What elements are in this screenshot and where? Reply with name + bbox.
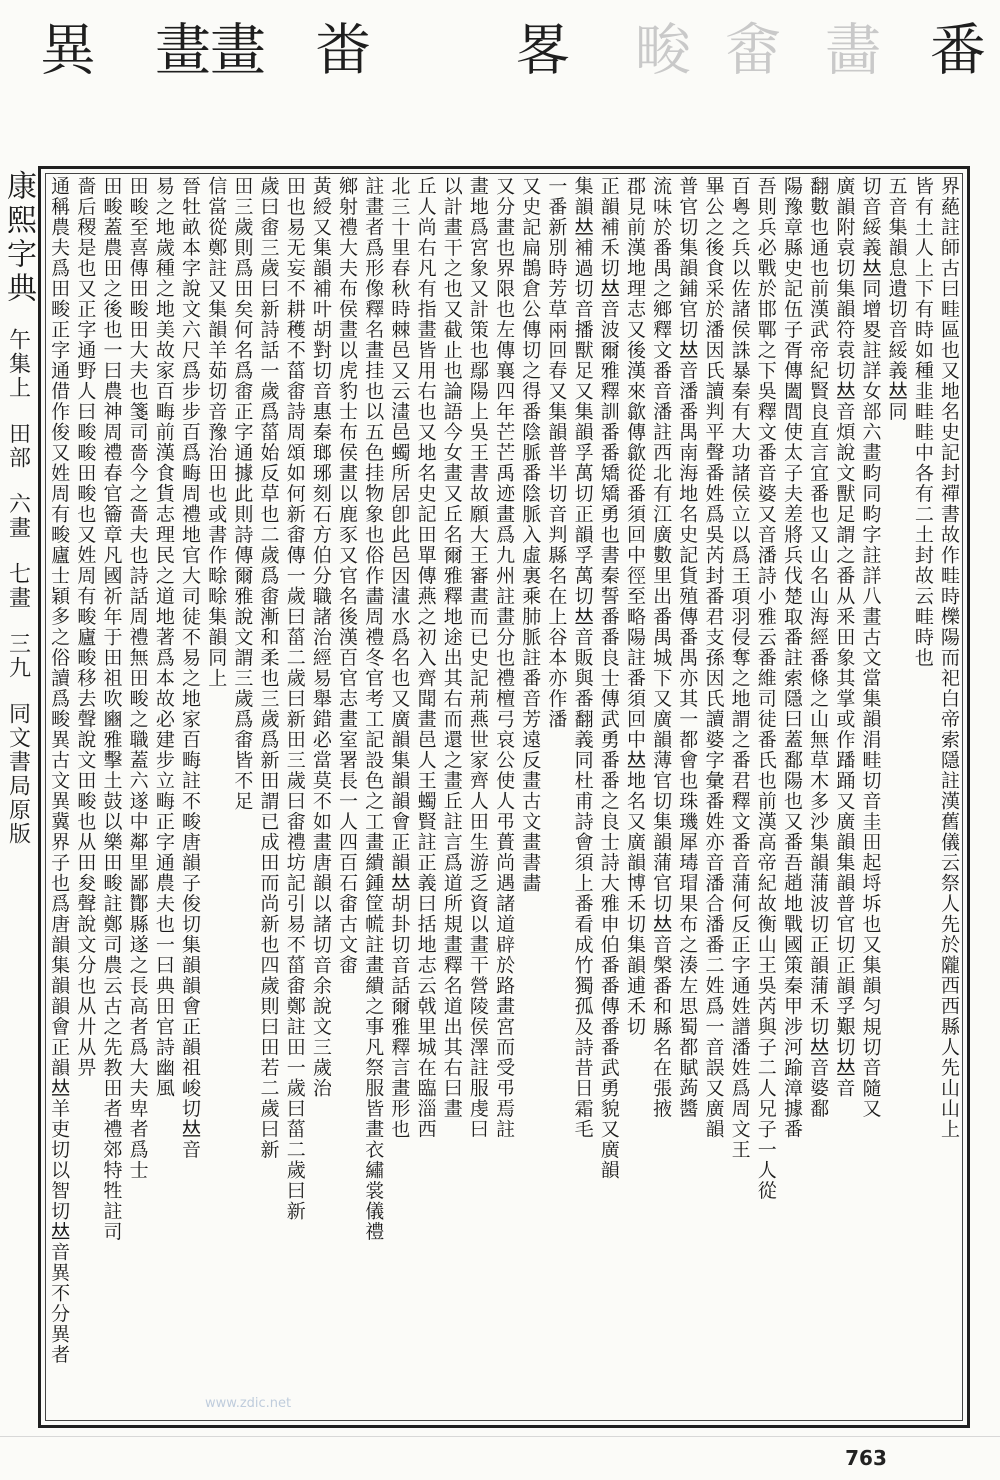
watermark-text: www.zdic.net <box>205 1396 292 1411</box>
text-column: 田三歲則爲田矣何名爲畬正字通據此則詩傳爾雅說文謂三歲爲畬皆不足 <box>231 176 254 812</box>
text-column: 田也易无妄不耕穫不菑畬詩周頌如何新畬傳一歲曰菑二歲曰新田三歲曰畬禮坊記引易不菑畬鄭註田一歲曰菑二歲曰新 <box>283 176 306 1222</box>
stroke-label: 六畫 <box>5 492 31 540</box>
text-column: 丘人尚右凡有指畫皆用右也又地名史記田單傳燕之初入齊聞畫邑人王蠋賢註正義曰括地志云戟里城在臨淄西 <box>414 176 437 1140</box>
text-column: 又分畫也界限也左傳襄四年芒芒禹迹畫爲九州註畫分也禮檀弓哀公使人弔蕢尚遇諸道辟於路畫宮而受弔焉註 <box>493 176 516 1140</box>
text-column: 嗇后稷是也又正字通野人曰畯畯田畯也又姓周有畯廬畯移去聲說文田畯也从田夋聲說文分也从廾从畀 <box>74 176 97 1078</box>
text-column: 註畫者爲形像釋名畫挂也以五色挂物象也俗作畵周禮冬官考工記設色之工畫繢鍾筐㡛註畫繢之事凡祭服皆畫衣繡裳儀禮 <box>362 176 385 1242</box>
page-number: 763 <box>845 1446 887 1470</box>
text-column: 皆有土人上下有時如種韭畦畦中各有二土封故云畦時也 <box>911 176 934 668</box>
text-column: 五音集韻息遺切音綏義𠀤同 <box>885 176 908 422</box>
text-column: 吾則兵必戰於邯鄲之下吳釋文番音婆又音潘詩小雅云番維司徒番氏也前漢高帝紀故衡山王吳芮與子二人兄子一人從 <box>754 176 777 1201</box>
text-column: 黃綬又集韻補叶胡對切音惠秦瑯琊刻石方伯分職諸治經易舉錯必當莫不如畫唐韻以諸切音余說文三歲治 <box>309 176 332 1099</box>
page-divider <box>0 1436 1000 1437</box>
text-column: 田畯蓋農田之後也一曰農神周禮春官籥章凡國祈年于田祖吹豳雅擊土鼓以樂田畯註鄭司農云古之先教田者禮郊特牲註司 <box>100 176 123 1242</box>
text-column: 歲曰畬三歲曰新詩話一歲爲菑始反草也二歲爲畬漸和柔也三歲爲新田謂已成田而尚新也四歲則曰田若二歲曰新 <box>257 176 280 1160</box>
book-title: 康熙字典 <box>1 170 36 306</box>
text-column: 易之地歲種之地美故家百畮前漢食貨志理民之道地著爲本故必建步立畮正字通農夫也一曰典田官詩幽風 <box>152 176 175 1099</box>
text-column: 鄉射禮大夫布侯畫以虎豹士布侯畫以鹿豕又官名後漢百官志畫室署長一人四百石畬古文畬 <box>336 176 359 976</box>
section-label: 午集上 <box>5 328 31 400</box>
seal-glyph: 畨 <box>306 20 371 76</box>
text-column: 晉牡畝本字說文六尺爲步步百爲畮周禮地官大司徒不易之地家百畮註不畯唐韻子俊切集韻韻會正韻祖峻切𠀤音 <box>179 176 202 1160</box>
text-column: 信當從鄭註又集韻羊茹切音豫治田也或書作畭畭集韻同上 <box>205 176 228 689</box>
text-column: 又史記扁鵲倉公傳切之得番陰脈番陰脈入虛裏乘肺脈註番音芳遠反畫古文畫書畵 <box>519 176 542 894</box>
publisher-label: 同文書局原版 <box>5 702 31 846</box>
seal-glyph: 畯 <box>626 20 691 76</box>
text-column: 正韻補禾切𠀤音波爾雅釋訓番番矯矯勇也書秦誓番番良士傳武勇番番之良士詩大雅申伯番番傳番番武勇貌又廣韻 <box>597 176 620 1181</box>
seal-glyph: 畧 <box>506 20 571 76</box>
text-column: 田畯至喜傳田畯田大夫也箋司嗇今之嗇夫也詩話周禮無田畯之職蓋六遂中鄰里鄙酇縣遂之長高者爲大夫卑者爲士 <box>126 176 149 1181</box>
text-column: 北三十里春秋時棘邑又云澅邑蠋所居卽此邑因澅水爲名也又廣韻集韻韻會正韻𠀤胡卦切音話爾雅釋言畫形也 <box>388 176 411 1140</box>
text-column: 流味於番禺之鄉釋文番音潘註西北有江廣數里出番禺城下又廣韻薄官切集韻蒲官切𠀤音槃番和縣名在張掖 <box>650 176 673 1119</box>
text-column: 翻數也通也前漢武帝紀賢良直言宜番也又山名山海經番條之山無草木多沙集韻蒲波切正韻蒲禾切𠀤音婆鄱 <box>807 176 830 1119</box>
text-column: 百粵之兵以佐諸侯誅暴秦有大功諸侯立以爲王項羽侵奪之地謂之番君釋文番音蒲何反正字通姓譜潘姓爲周文王 <box>728 176 751 1160</box>
text-column: 廣韻附袁切集韻符袁切𠀤音煩說文獸足謂之番从釆田象其掌或作蹯踊又廣韻集韻普官切正韻孚艱切𠀤音 <box>833 176 856 1099</box>
seal-script-header <box>20 20 986 160</box>
seal-glyph: 畵 <box>816 20 881 76</box>
text-column: 郡見前漢地理志又後漢來歙傳歙從番須回中徑至略陽註番須回中𠀤地名又廣韻博禾切集韻逋禾切 <box>623 176 646 1037</box>
text-column: 一番新別時芳草兩回春又集韻普半切音判縣名在上谷本亦作潘 <box>545 176 568 730</box>
seal-glyph: 異 <box>31 20 96 76</box>
text-column: 畫地爲宮象又計策也鄢陽上吳王書故願大王審畫而已史記荊燕世家齊人田生游乏資以畫干營陵侯澤註服虔曰 <box>466 176 489 1140</box>
text-column: 通稱農夫爲田畯正字通借作俊又姓周有畯廬士穎多之俗讀爲畯異古文異冀界子也爲唐韻集韻韻會正韻𠀤羊吏切以智切𠀤音異不分異者 <box>48 176 71 1365</box>
text-column: 普官切集韻鋪官切𠀤音潘番禺南海地名史記貨殖傳番禺亦其一都會也珠璣犀瑇瑁果布之湊左思蜀都賦蒟醬 <box>676 176 699 1119</box>
text-column: 界蕝註師古曰畦區也又地名史記封禪書故作畦時櫟陽而祀白帝索隱註漢舊儀云祭人先於隴西西縣人先山山上 <box>938 176 960 1140</box>
text-column: 陽豫章縣史記伍子胥傳闔閭使太子夫差將兵伐楚取番註索隱曰蓋鄱陽也又番吾趙地戰國策秦甲涉河踰漳據番 <box>780 176 803 1140</box>
text-column: 集韻𠀤補過切音播獸足又集韻孚萬切正韻孚萬切𠀤音販與番翻義同杜甫詩會須上番看成竹獨孤及詩昔日霜毛 <box>571 176 594 1140</box>
text-column: 以計畫干之也又截止也論語今女畫又丘名爾雅釋地途出其右而還之畫丘註言爲道所規畫釋名道出其右曰畫 <box>440 176 463 1119</box>
seal-glyph: 畫 <box>146 20 211 76</box>
text-column: 畢公之後食采於潘因氏讀判平聲番姓爲吳芮封番君支孫因氏讀婆字彙番姓亦音潘合潘番二姓爲一音誤又廣韻 <box>702 176 725 1140</box>
seal-glyph: 番 <box>921 20 986 76</box>
text-column: 切音綏義𠀤同增畟註詳女部六畫畇同畇字註詳八畫古文當集韻涓畦切音圭田起埒坼也又集韻匀規切音隨又 <box>859 176 882 1119</box>
stroke-label: 七畫 <box>5 562 31 610</box>
radical-label: 田部 <box>5 422 31 470</box>
seal-glyph: 畬 <box>716 20 781 76</box>
inner-page-number: 三九 <box>5 632 31 680</box>
seal-glyph: 畫 <box>201 20 266 76</box>
margin-header <box>0 170 36 1430</box>
text-columns <box>46 176 962 1420</box>
